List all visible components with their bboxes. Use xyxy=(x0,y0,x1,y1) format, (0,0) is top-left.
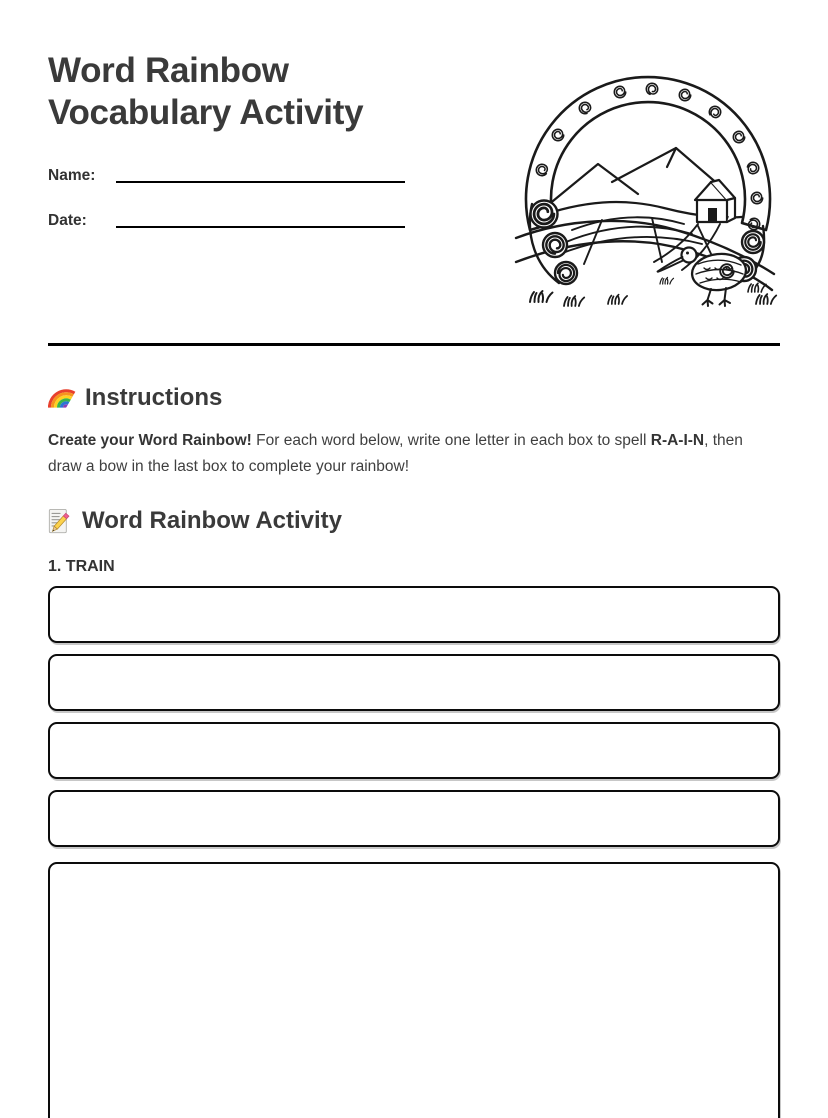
date-input-line[interactable] xyxy=(116,205,405,228)
activity-heading xyxy=(48,506,780,536)
word-item-label: 1. TRAIN xyxy=(48,558,115,575)
instructions-body-2: , then draw a bow in the last box to complete your rainbow! xyxy=(48,432,743,475)
instructions-body-1: For each word below, write one letter in each box to spell xyxy=(256,432,647,449)
memo-icon xyxy=(48,508,73,535)
page-title-line-1: Word Rainbow xyxy=(48,51,289,90)
letter-box-1[interactable] xyxy=(48,586,780,643)
name-label: Name: xyxy=(48,166,96,184)
header xyxy=(48,50,780,343)
activity-heading-label: Word Rainbow Activity xyxy=(82,507,343,534)
section-divider xyxy=(48,343,780,346)
date-label: Date: xyxy=(48,211,87,229)
instructions-lead: Create your Word Rainbow! xyxy=(48,432,252,449)
bow-drawing-box[interactable] xyxy=(48,862,780,1118)
worksheet-body xyxy=(48,383,780,1118)
instructions-heading-label: Instructions xyxy=(85,384,223,411)
letter-box-4[interactable] xyxy=(48,790,780,847)
rainbow-icon xyxy=(48,387,76,410)
illustration-svg xyxy=(514,68,778,314)
instructions-spell: R-A-I-N xyxy=(650,432,705,449)
maori-arch-landscape-kiwi-illustration xyxy=(514,68,778,314)
instructions-text xyxy=(48,428,780,479)
letter-box-2[interactable] xyxy=(48,654,780,711)
name-input-line[interactable] xyxy=(116,160,405,183)
instructions-heading xyxy=(48,383,780,413)
page-title-line-2: Vocabulary Activity xyxy=(48,93,364,132)
letter-box-3[interactable] xyxy=(48,722,780,779)
